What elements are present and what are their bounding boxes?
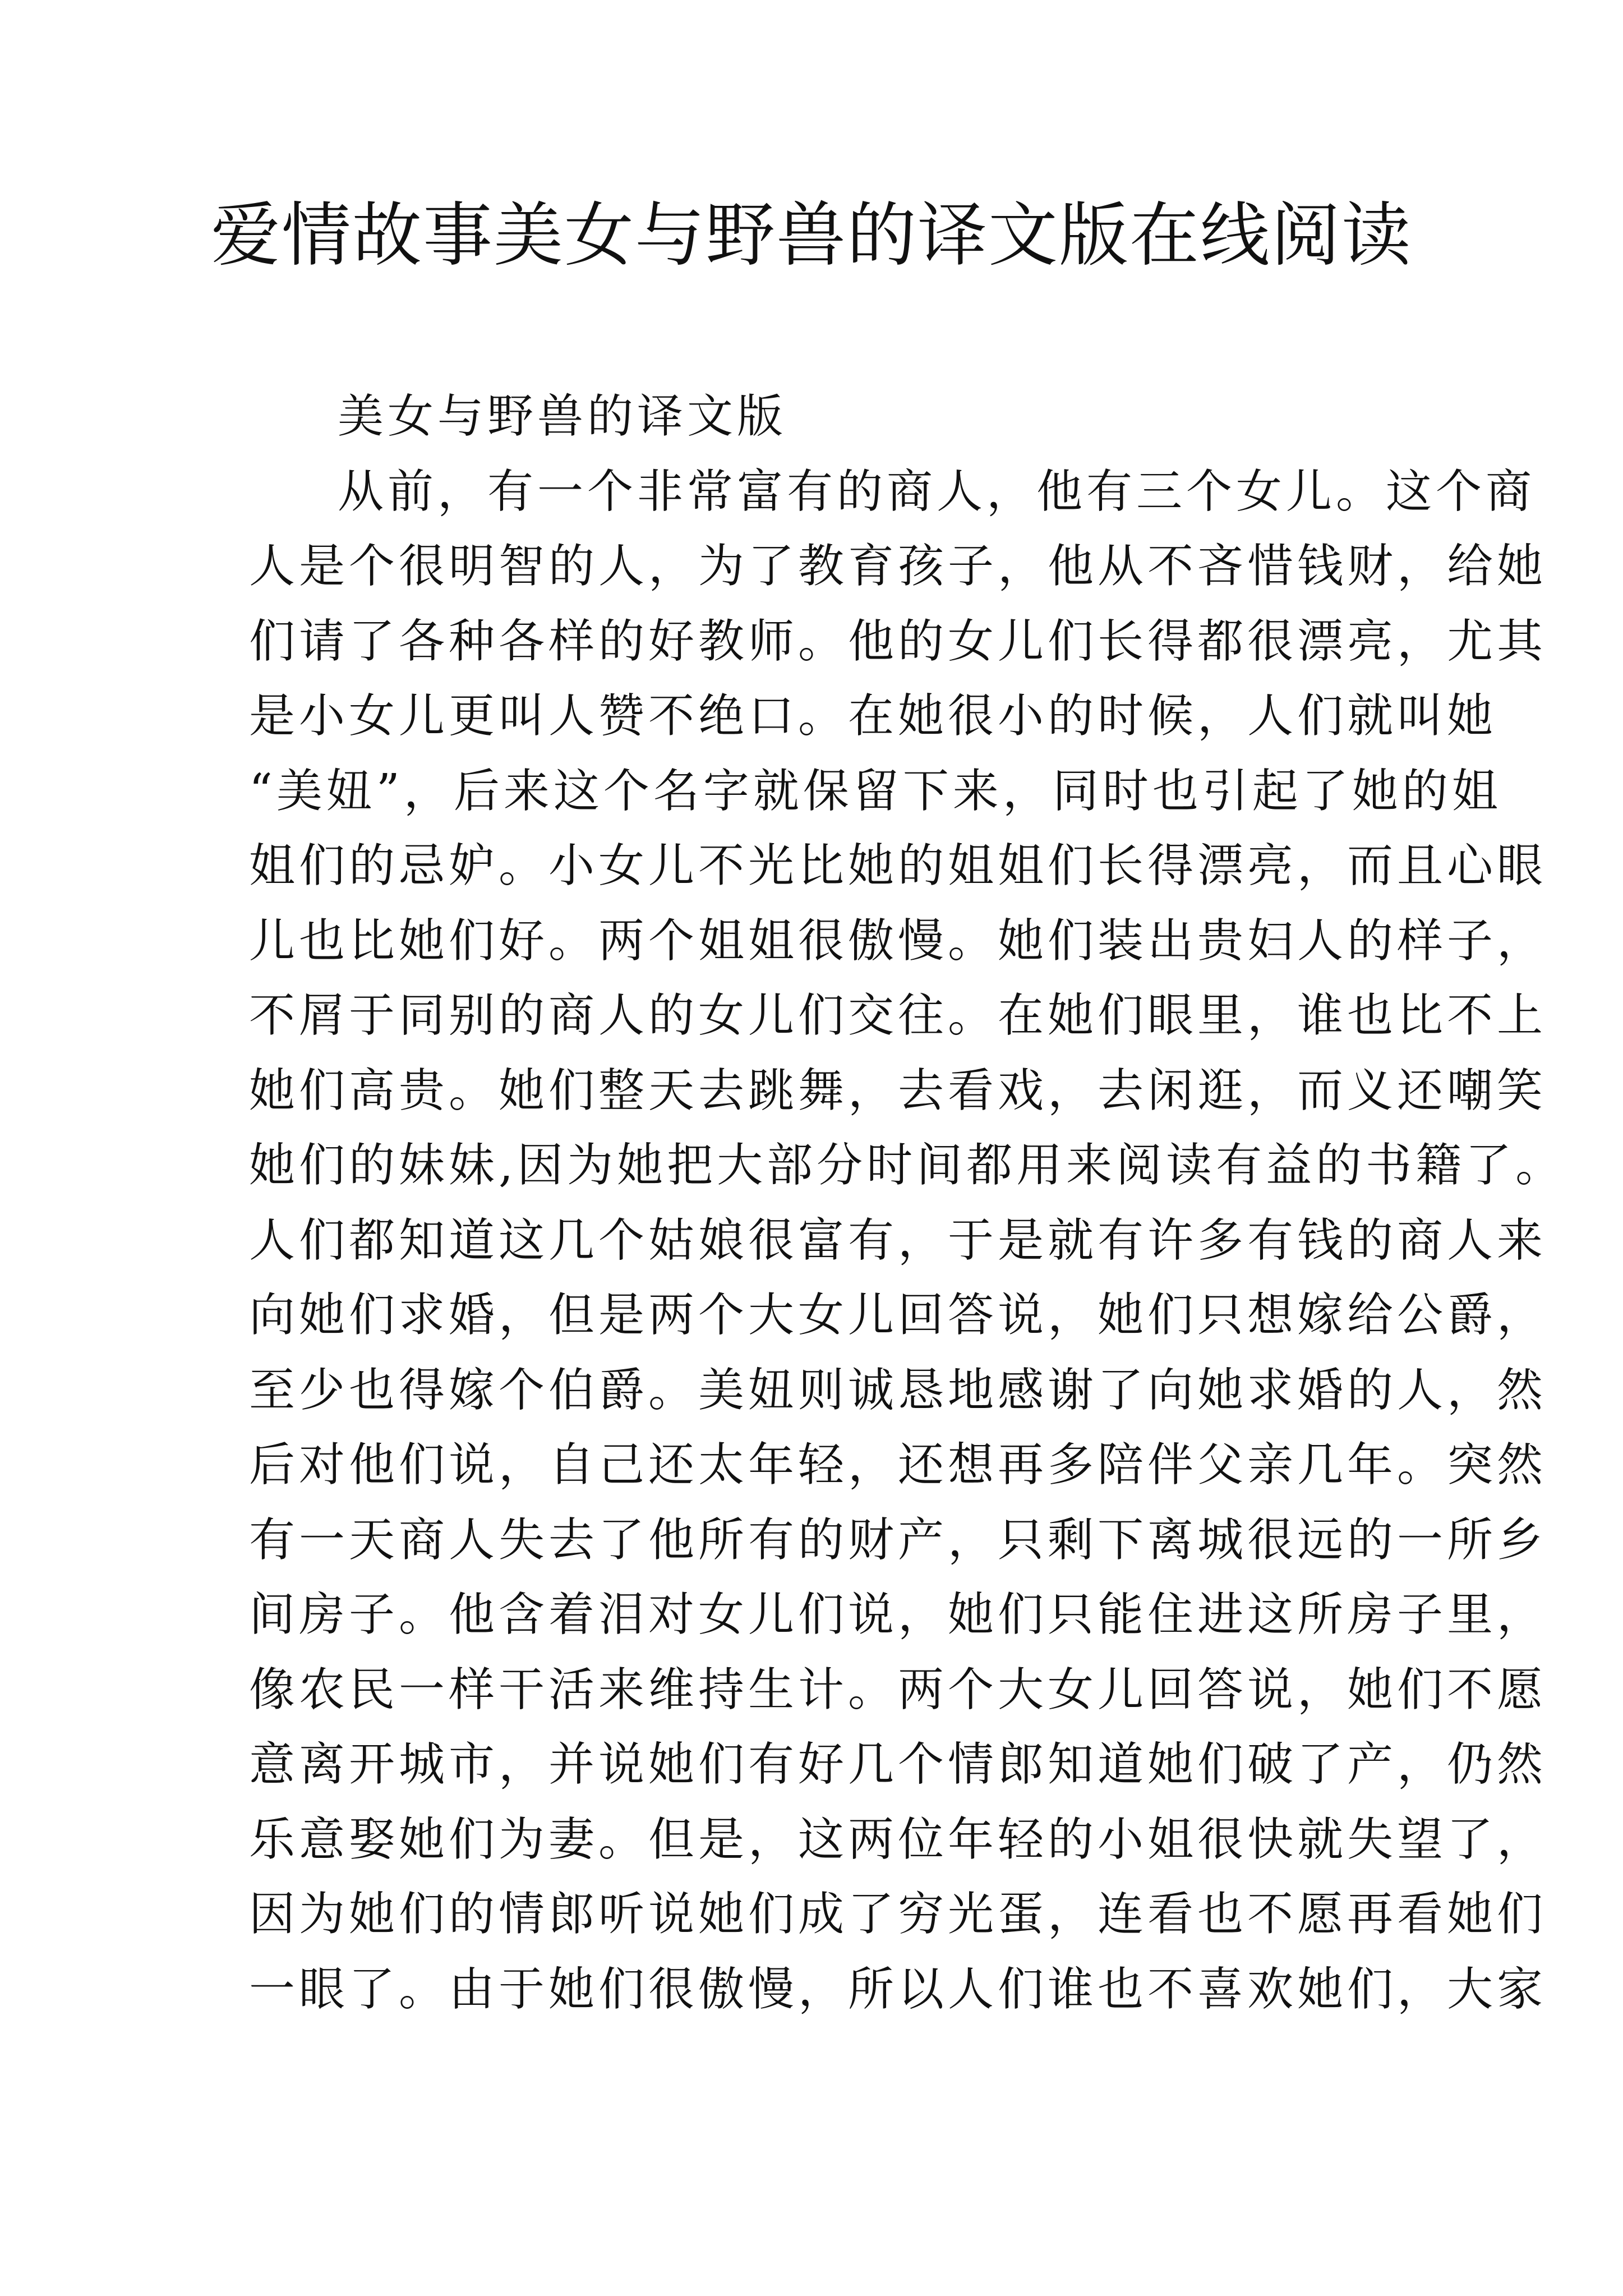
text-line: 间房子。他含着泪对女儿们说，她们只能住进这所房子里， xyxy=(249,1588,1547,1641)
text-line: 向她们求婚，但是两个大女儿回答说，她们只想嫁给公爵， xyxy=(249,1289,1547,1342)
text-line: 儿也比她们好。两个姐姐很傲慢。她们装出贵妇人的样子， xyxy=(249,914,1547,968)
text-line: 们请了各种各样的好教师。他的女儿们长得都很漂亮，尤其 xyxy=(249,614,1547,668)
text-line: 有一天商人失去了他所有的财产，只剩下离城很远的一所乡 xyxy=(249,1513,1547,1567)
text-line: 因为她们的情郎听说她们成了穷光蛋，连看也不愿再看她们 xyxy=(249,1888,1547,1941)
text-line: 像农民一样干活来维持生计。两个大女儿回答说，她们不愿 xyxy=(249,1663,1547,1717)
text-line: 从前，有一个非常富有的商人，他有三个女儿。这个商 xyxy=(338,464,1536,518)
section-heading: 美女与野兽的译文版 xyxy=(338,390,787,443)
text-line: 乐意娶她们为妻。但是，这两位年轻的小姐很快就失望了， xyxy=(249,1812,1547,1866)
text-line: 意离开城市，并说她们有好几个情郎知道她们破了产，仍然 xyxy=(249,1738,1547,1791)
text-line: 不屑于同别的商人的女儿们交往。在她们眼里，谁也比不上 xyxy=(249,989,1547,1042)
text-line: 至少也得嫁个伯爵。美妞则诚恳地感谢了向她求婚的人，然 xyxy=(249,1363,1547,1417)
text-line: 她们的妹妹,因为她把大部分时间都用来阅读有益的书籍了。 xyxy=(249,1139,1566,1192)
text-line: 人们都知道这几个姑娘很富有，于是就有许多有钱的商人来 xyxy=(249,1213,1547,1267)
document-body xyxy=(249,379,1566,2027)
text-line: 后对他们说，自己还太年轻，还想再多陪伴父亲几年。突然 xyxy=(249,1438,1547,1492)
text-line: 她们高贵。她们整天去跳舞，去看戏，去闲逛，而义还嘲笑 xyxy=(249,1064,1547,1117)
text-line: 人是个很明智的人，为了教育孩子，他从不吝惜钱财，给她 xyxy=(249,540,1547,593)
document-title: 爱情故事美女与野兽的译文版在线阅读 xyxy=(210,195,1412,276)
text-line: “美妞”，后来这个名字就保留下来，同时也引起了她的姐 xyxy=(249,764,1502,818)
text-line: 姐们的忌妒。小女儿不光比她的姐姐们长得漂亮，而且心眼 xyxy=(249,839,1547,892)
text-line: 一眼了。由于她们很傲慢，所以人们谁也不喜欢她们，大家 xyxy=(249,1962,1547,2016)
text-line: 是小女儿更叫人赞不绝口。在她很小的时候，人们就叫她 xyxy=(249,689,1497,743)
